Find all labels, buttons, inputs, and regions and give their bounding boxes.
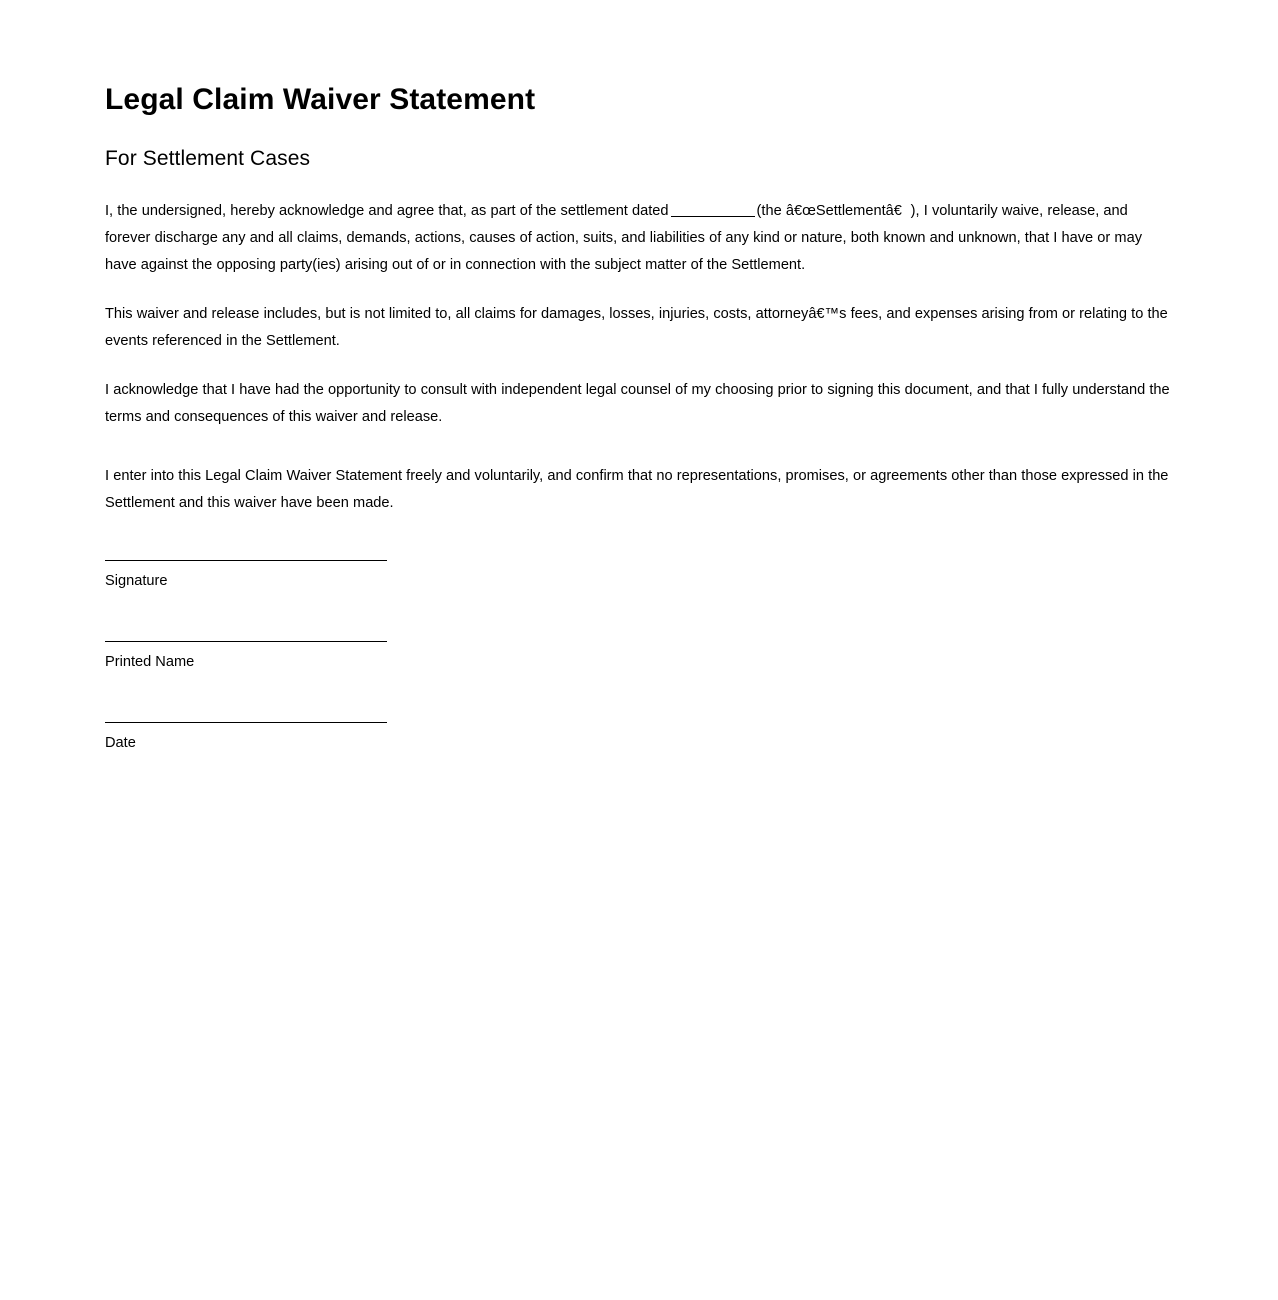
signature-line[interactable] xyxy=(105,560,387,561)
signature-block xyxy=(105,560,505,803)
settlement-date-blank[interactable] xyxy=(671,202,755,217)
page-subtitle: For Settlement Cases xyxy=(105,147,311,170)
date-label: Date xyxy=(105,735,136,751)
paragraph-1-text-after-blank: (the â€œSettlementâ€), I voluntarily waive, release, and forever discharge any and all claims, demands, actions, causes of action, suits, and liabilities of any kind or nature, both known and unknown, that I have or may have against the opposing party(ies) arising out of or in connection with the subject matter of the Settlement. xyxy=(105,203,1142,273)
date-line[interactable] xyxy=(105,722,387,723)
paragraph-4: I enter into this Legal Claim Waiver Statement freely and voluntarily, and confirm that no representations, promises, or agreements other than those expressed in the Settlement and this waiver have been made. xyxy=(105,468,1169,511)
page-title: Legal Claim Waiver Statement xyxy=(105,83,536,116)
printed-name-field-group xyxy=(105,641,505,672)
signature-label: Signature xyxy=(105,573,168,589)
document-body xyxy=(105,198,1175,539)
paragraph-3: I acknowledge that I have had the opportunity to consult with independent legal counsel of my choosing prior to signing this document, and that I fully understand the terms and consequences of this waiver and release. xyxy=(105,382,1170,425)
paragraph-1 xyxy=(105,198,1175,279)
printed-name-line[interactable] xyxy=(105,641,387,642)
printed-name-label: Printed Name xyxy=(105,654,195,670)
date-field-group xyxy=(105,722,505,753)
paragraph-1-text-before-blank: I, the undersigned, hereby acknowledge and agree that, as part of the settlement dated xyxy=(105,203,669,219)
paragraph-2: This waiver and release includes, but is not limited to, all claims for damages, losses, injuries, costs, attorneyâ€™s fees, and expenses arising from or relating to the events referenced in the Settlement. xyxy=(105,306,1168,349)
signature-field-group xyxy=(105,560,505,591)
